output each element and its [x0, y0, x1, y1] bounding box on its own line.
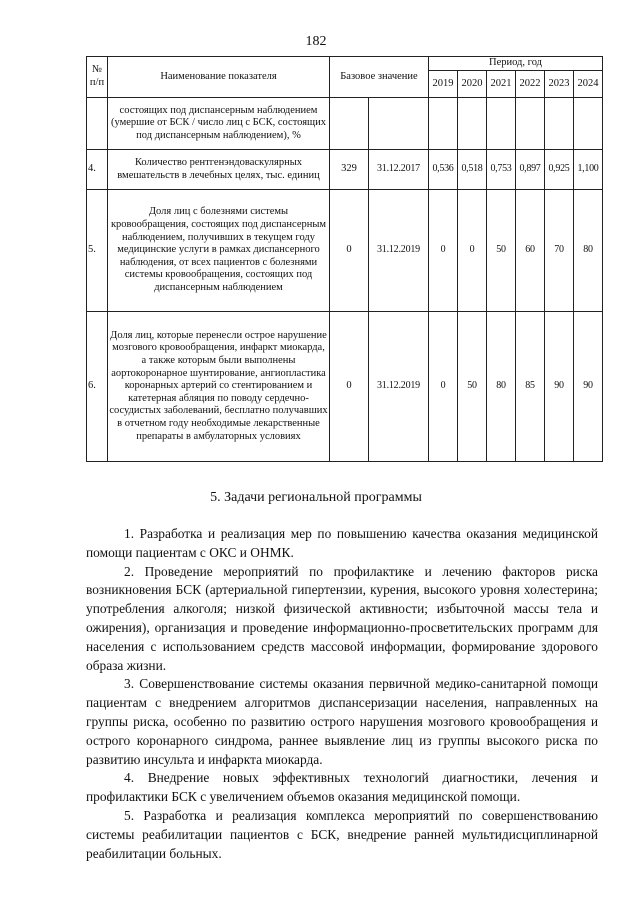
row-value: 90 [574, 312, 603, 462]
row-base-date: 31.12.2019 [369, 190, 429, 312]
row-base-date: 31.12.2017 [369, 150, 429, 190]
row-num: 5. [87, 190, 108, 312]
row-name: Доля лиц с болезнями системы кровообращения, состоящих под диспансерным наблюдением, получивших в текущем году медицинские услуги в рамках диспансерного наблюдения, от всех пациентов с болезнями системы кровообращения, состоящих под диспансерным наблюдением [108, 190, 330, 312]
row-num [87, 98, 108, 150]
row-value: 70 [545, 190, 574, 312]
paragraph: 2. Проведение мероприятий по профилактике и лечению факторов риска возникновения БСК (артериальной гипертензии, курения, высокого уровня холестерина; употребления алкоголя; низкой физической активности; избыточной массы тела и ожирения), организация и проведение информационно-просветительских программ для населения с использованием средств массовой информации, формирование здорового образа жизни. [86, 563, 598, 673]
table-row [87, 98, 603, 150]
header-period: Период, год [429, 57, 603, 71]
row-base-value [330, 98, 369, 150]
row-value: 0 [429, 312, 458, 462]
page-number: 182 [305, 34, 327, 49]
row-base-value: 0 [330, 190, 369, 312]
row-name: Количество рентгенэндоваскулярных вмешательств в лечебных целях, тыс. единиц [108, 150, 330, 190]
header-name: Наименование показателя [108, 57, 330, 98]
header-year: 2022 [516, 71, 545, 98]
row-base-value: 329 [330, 150, 369, 190]
row-num: 4. [87, 150, 108, 190]
table-row [87, 150, 603, 190]
header-year: 2023 [545, 71, 574, 98]
row-value: 0,536 [429, 150, 458, 190]
paragraph: 4. Внедрение новых эффективных технологий диагностики, лечения и профилактики БСК с увеличением объемов оказания медицинской помощи. [86, 770, 598, 805]
row-value: 80 [574, 190, 603, 312]
row-value: 0,518 [458, 150, 487, 190]
header-year: 2024 [574, 71, 603, 98]
row-value: 0,925 [545, 150, 574, 190]
row-name: Доля лиц, которые перенесли острое нарушение мозгового кровообращения, инфаркт миокарда, а также которым были выполнены аортокоронарное шунтирование, ангиопластика коронарных артерий со стентированием и катетерная абляция по поводу сердечно-сосудистых заболеваний, бесплатно получавших в отчетном году необходимые лекарственные препараты в амбулаторных условиях [108, 312, 330, 462]
row-value: 85 [516, 312, 545, 462]
row-value: 0 [429, 190, 458, 312]
row-value: 0 [458, 190, 487, 312]
row-value [458, 98, 487, 150]
row-value [487, 98, 516, 150]
paragraph: 5. Разработка и реализация комплекса мероприятий по совершенствованию системы реабилитации пациентов с БСК, внедрение ранней мультидисциплинарной реабилитации больных. [86, 807, 598, 861]
row-value: 50 [458, 312, 487, 462]
row-value: 0,897 [516, 150, 545, 190]
table-row [87, 312, 603, 462]
row-value [545, 98, 574, 150]
paragraph: 1. Разработка и реализация мер по повышению качества оказания медицинской помощи пациентам с ОКС и ОНМК. [86, 526, 598, 560]
header-year: 2019 [429, 71, 458, 98]
row-value: 80 [487, 312, 516, 462]
header-num: № п/п [87, 57, 108, 98]
row-base-value: 0 [330, 312, 369, 462]
header-base-value: Базовое значение [330, 57, 429, 98]
row-value: 1,100 [574, 150, 603, 190]
indicators-table [86, 56, 603, 462]
section-heading: 5. Задачи региональной программы [210, 490, 422, 505]
row-num: 6. [87, 312, 108, 462]
row-value: 60 [516, 190, 545, 312]
table-row [87, 190, 603, 312]
row-base-date [369, 98, 429, 150]
row-value: 0,753 [487, 150, 516, 190]
paragraph: 3. Совершенствование системы оказания первичной медико-санитарной помощи пациентам с внедрением алгоритмов диспансеризации населения, направленных на группы риска, особенно по развитию острого нарушения мозгового кровообращения и острого коронарного синдрома, раннее выявление лиц из группы высокого риска по развитию инсульта и инфаркта миокарда. [86, 676, 598, 767]
section-body [86, 525, 598, 863]
row-name: состоящих под диспансерным наблюдением (умершие от БСК / число лиц с БСК, состоящих под диспансерным наблюдением), % [108, 98, 330, 150]
header-year: 2021 [487, 71, 516, 98]
row-base-date: 31.12.2019 [369, 312, 429, 462]
header-year: 2020 [458, 71, 487, 98]
row-value: 50 [487, 190, 516, 312]
row-value [429, 98, 458, 150]
row-value [574, 98, 603, 150]
row-value: 90 [545, 312, 574, 462]
row-value [516, 98, 545, 150]
